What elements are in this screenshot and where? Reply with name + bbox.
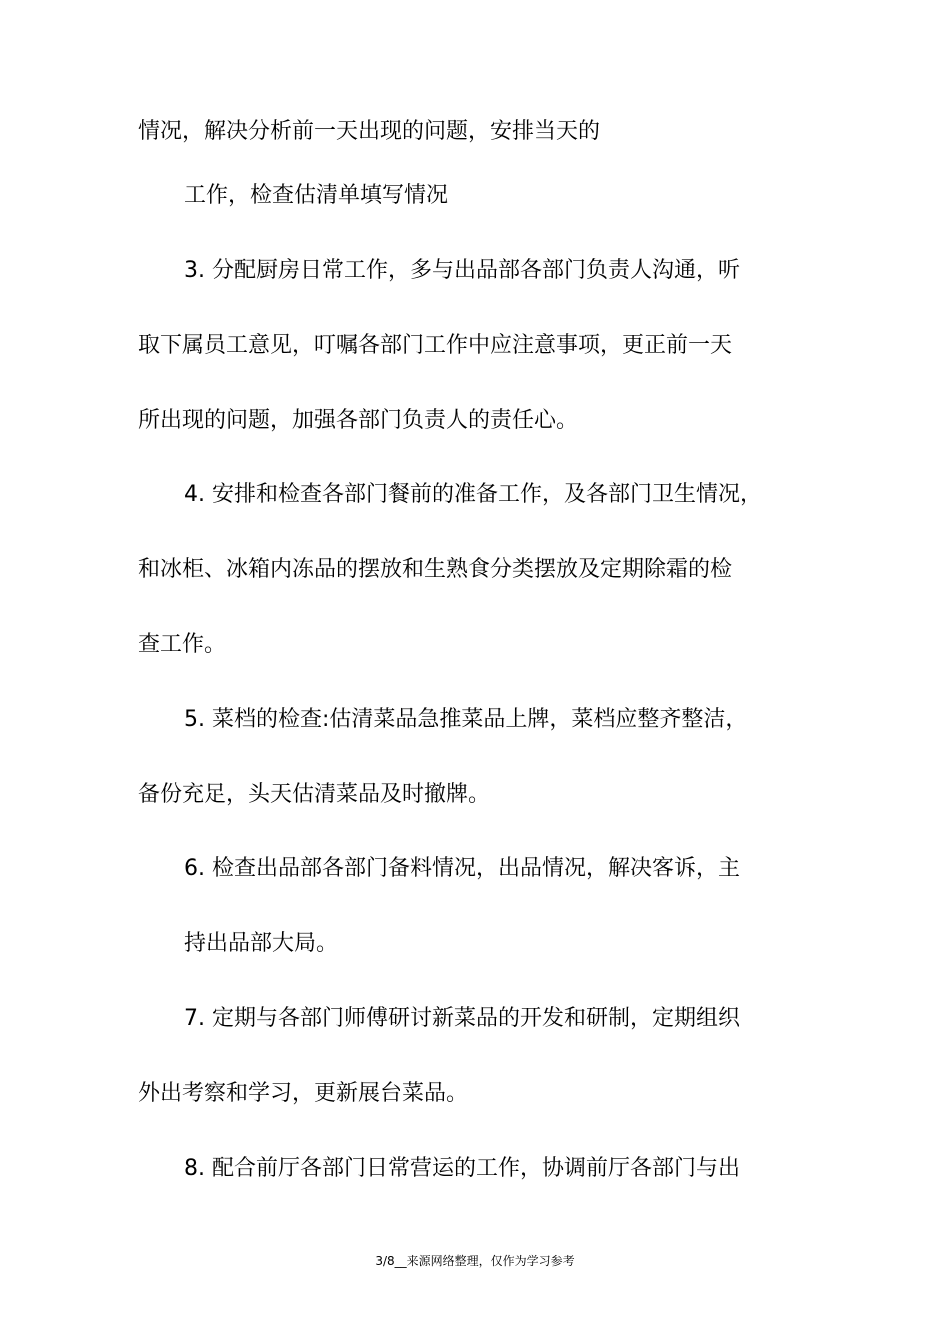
text-line: 7. 定期与各部门师傅研讨新菜品的开发和研制，定期组织 <box>184 1006 740 1031</box>
text-line: 6. 检查出品部各部门备料情况，出品情况，解决客诉，主 <box>184 856 740 881</box>
text-line: 5. 菜档的检查:估清菜品急推菜品上牌，菜档应整齐整洁， <box>184 707 748 732</box>
text-line: 外出考察和学习，更新展台菜品。 <box>138 1081 469 1106</box>
text-line: 所出现的问题，加强各部门负责人的责任心。 <box>138 408 579 433</box>
text-line: 工作，检查估清单填写情况 <box>184 183 449 208</box>
text-line: 3. 分配厨房日常工作，多与出品部各部门负责人沟通，听 <box>184 258 740 283</box>
text-line: 查工作。 <box>138 632 227 657</box>
text-line: 情况，解决分析前一天出现的问题，安排当天的 <box>138 119 601 144</box>
text-line: 取下属员工意见，叮嘱各部门工作中应注意事项，更正前一天 <box>138 333 733 358</box>
text-line: 备份充足，头天估清菜品及时撤牌。 <box>138 782 491 807</box>
text-line: 8. 配合前厅各部门日常营运的工作，协调前厅各部门与出 <box>184 1156 740 1181</box>
text-line: 4. 安排和检查各部门餐前的准备工作，及各部门卫生情况， <box>184 482 762 507</box>
page-footer: 3/8__来源网络整理，仅作为学习参考 <box>375 1254 575 1268</box>
text-line: 和冰柜、冰箱内冻品的摆放和生熟食分类摆放及定期除霜的检 <box>138 557 733 582</box>
text-line: 持出品部大局。 <box>184 931 339 956</box>
